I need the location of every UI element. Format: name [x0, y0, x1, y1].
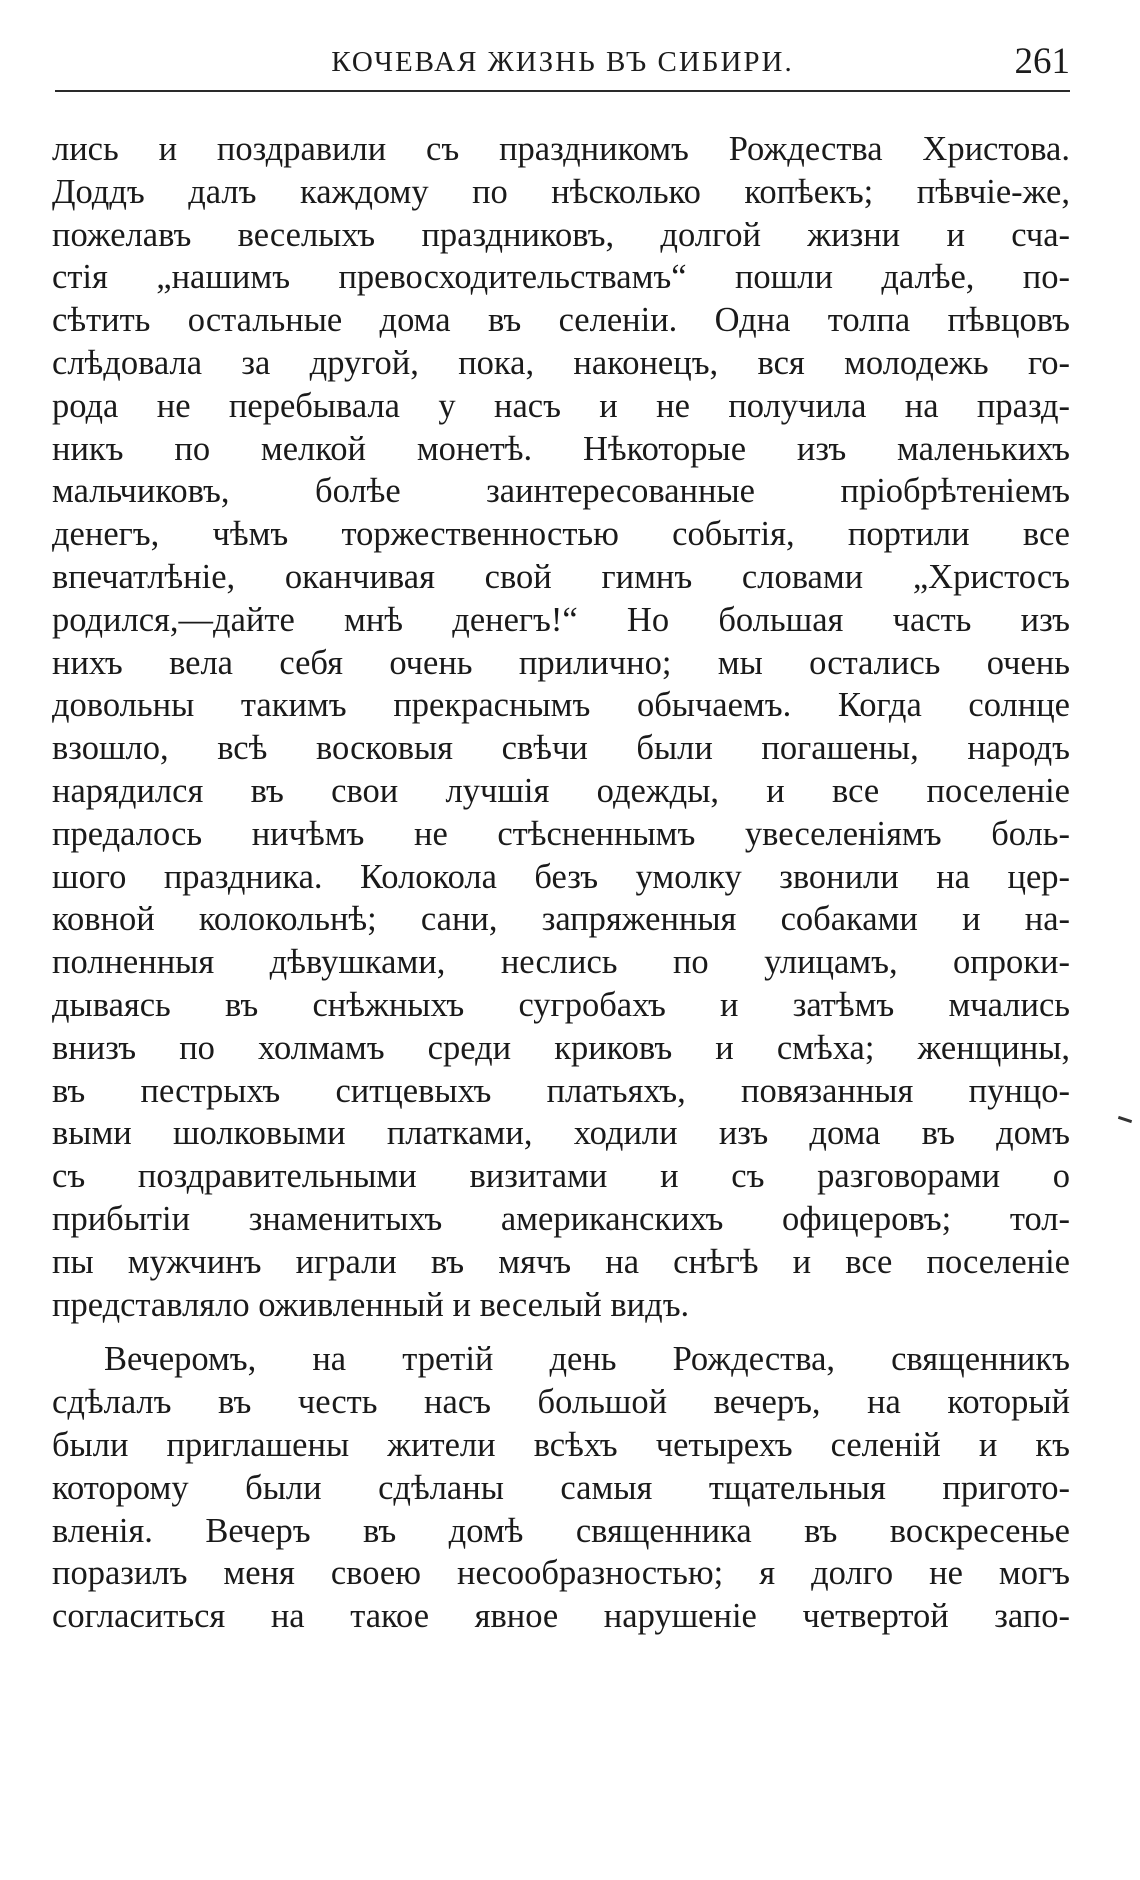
text-line: довольны такимъ прекраснымъ обычаемъ. Когда солнце: [52, 686, 1070, 725]
text-line: дываясь въ снѣжныхъ сугробахъ и затѣмъ мчались: [52, 985, 1070, 1024]
text-line: родился,—дайте мнѣ денегъ!“ Но большая часть изъ: [52, 600, 1070, 639]
text-line: съ поздравительными визитами и съ разговорами о: [52, 1157, 1070, 1196]
text-line: внизъ по холмамъ среди криковъ и смѣха; женщины,: [52, 1028, 1070, 1067]
text-line: согласиться на такое явное нарушеніе четвертой запо-: [52, 1597, 1070, 1636]
text-line: стія „нашимъ превосходительствамъ“ пошли далѣе, по-: [52, 258, 1070, 297]
text-line: взошло, всѣ восковыя свѣчи были погашены, народъ: [52, 729, 1070, 768]
text-line: пы мужчинъ играли въ мячъ на снѣгѣ и все поселеніе: [52, 1242, 1070, 1281]
text-line: мальчиковъ, болѣе заинтересованные пріобрѣтеніемъ: [52, 472, 1070, 511]
paragraph-1: [52, 128, 1070, 1326]
text-line: полненныя дѣвушками, неслись по улицамъ, опроки-: [52, 943, 1070, 982]
text-line: выми шолковыми платками, ходили изъ дома въ домъ: [52, 1114, 1070, 1153]
text-line: прибытіи знаменитыхъ американскихъ офицеровъ; тол-: [52, 1199, 1070, 1238]
paragraph-2: [52, 1338, 1070, 1638]
margin-mark: [1118, 1116, 1132, 1123]
text-line: нарядился въ свои лучшія одежды, и все поселеніе: [52, 771, 1070, 810]
text-line: нихъ вела себя очень прилично; мы остались очень: [52, 643, 1070, 682]
text-line: пожелавъ веселыхъ праздниковъ, долгой жизни и сча-: [52, 215, 1070, 254]
header-rule: [55, 90, 1070, 92]
text-line: рода не перебывала у насъ и не получила на празд-: [52, 386, 1070, 425]
text-line: лись и поздравили съ праздникомъ Рождества Христова.: [52, 130, 1070, 168]
page-number: 261: [1014, 41, 1070, 82]
text-line: никъ по мелкой монетѣ. Нѣкоторые изъ маленькихъ: [52, 429, 1070, 468]
text-body: [52, 128, 1070, 1638]
running-head: [55, 38, 1070, 90]
text-line: были приглашены жители всѣхъ четырехъ селеній и къ: [52, 1425, 1070, 1464]
paragraph-gap: [52, 1326, 1070, 1338]
text-line: поразилъ меня своею несообразностью; я долго не могъ: [52, 1554, 1070, 1593]
text-line: ковной колокольнѣ; сани, запряженныя собаками и на-: [52, 900, 1070, 939]
text-line: денегъ, чѣмъ торжественностью событія, портили все: [52, 515, 1070, 554]
text-line: сѣтить остальные дома въ селеніи. Одна толпа пѣвцовъ: [52, 301, 1070, 340]
text-line: въ пестрыхъ ситцевыхъ платьяхъ, повязанныя пунцо-: [52, 1071, 1070, 1110]
text-line: слѣдовала за другой, пока, наконецъ, вся молодежь го-: [52, 343, 1070, 382]
text-line: впечатлѣніе, оканчивая свой гимнъ словами „Христосъ: [52, 557, 1070, 596]
text-line: сдѣлалъ въ честь насъ большой вечеръ, на который: [52, 1383, 1070, 1422]
running-title: КОЧЕВАЯ ЖИЗНЬ ВЪ СИБИРИ.: [331, 46, 794, 78]
text-line: представляло оживленный и веселый видъ.: [52, 1285, 690, 1324]
text-line: которому были сдѣланы самыя тщательныя пригото-: [52, 1468, 1070, 1507]
text-line: шого праздника. Колокола безъ умолку звонили на цер-: [52, 857, 1070, 896]
text-line: вленія. Вечеръ въ домѣ священника въ воскресенье: [52, 1511, 1070, 1550]
text-line: Вечеромъ, на третій день Рождества, священникъ: [104, 1340, 1070, 1379]
text-line: Доддъ далъ каждому по нѣсколько копѣекъ; пѣвчіе-же,: [52, 172, 1070, 211]
text-line: предалось ничѣмъ не стѣсненнымъ увеселеніямъ боль-: [52, 814, 1070, 853]
